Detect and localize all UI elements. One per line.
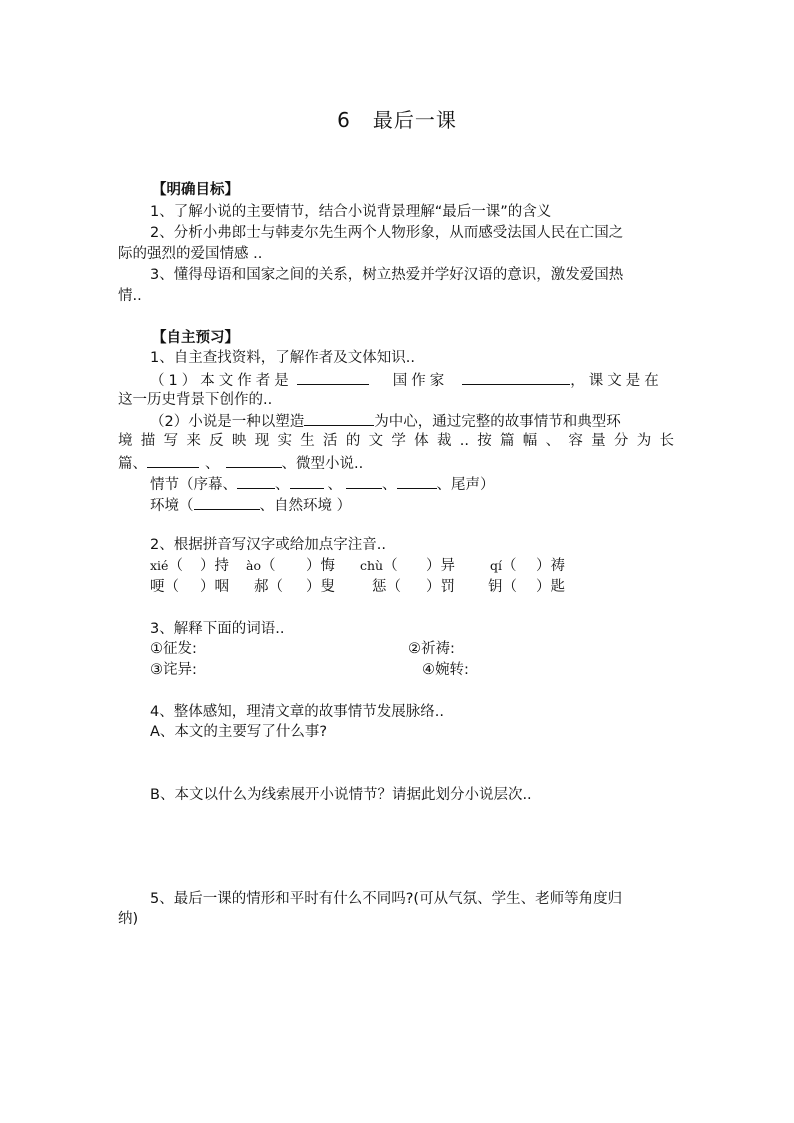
- page-title: [0, 104, 794, 133]
- plot-blank-1[interactable]: [237, 473, 275, 489]
- char-item-4: 钥（: [488, 579, 517, 595]
- goals-heading: 【明确目标】: [152, 182, 239, 198]
- preview-heading: 【自主预习】: [152, 330, 239, 346]
- q1-2-text-a: （2）小说是一种以塑造: [150, 414, 305, 430]
- question-1-2-line2: 境描写来反映现实生活的文学体裁..按篇幅、容量分为长: [118, 433, 674, 449]
- question-1: 1、自主查找资料，了解作者及文体知识..: [150, 350, 415, 366]
- char-item-1: 哽（: [150, 579, 179, 595]
- pinyin-item-4-close: ）祷: [536, 558, 565, 574]
- novel-type-blank-1[interactable]: [147, 452, 199, 468]
- word-1: ①征发:: [150, 641, 197, 657]
- plot-blank-4[interactable]: [397, 473, 437, 489]
- env-text-b: 、自然环境 ）: [259, 498, 352, 514]
- environment-line: [150, 494, 351, 516]
- question-1-2: [150, 410, 621, 432]
- question-3: 3、解释下面的词语..: [150, 621, 285, 637]
- pinyin-item-4: qí（: [490, 558, 517, 574]
- environment-blank[interactable]: [194, 494, 260, 510]
- lesson-number: 6: [337, 108, 351, 132]
- goal-item-3-line1: 3、懂得母语和国家之间的关系，树立热爱并学好汉语的意识，激发爱国热: [150, 267, 624, 283]
- pinyin-item-1: xié（: [150, 558, 183, 574]
- pinyin-text: xié: [150, 558, 169, 573]
- q1-1-text-a: （1）本文作者是: [150, 373, 293, 389]
- shape-blank[interactable]: [304, 410, 374, 426]
- pinyin-item-1-close: ）持: [200, 558, 229, 574]
- goal-item-2-line2: 际的强烈的爱国情感 ..: [118, 246, 263, 262]
- question-1-1: [150, 369, 663, 391]
- pinyin-text: qí: [490, 558, 502, 573]
- char-item-1-close: ）咽: [200, 579, 229, 595]
- goal-item-1: 1、了解小说的主要情节，结合小说背景理解“最后一课”的含义: [150, 204, 552, 220]
- question-4: 4、整体感知，理清文章的故事情节发展脉络..: [150, 704, 444, 720]
- pinyin-item-4-char: 祷: [550, 558, 565, 574]
- plot-text-d: 、: [382, 477, 397, 493]
- pinyin-item-2: ào（: [246, 558, 276, 574]
- plot-text-a: 情节（序幕、: [150, 477, 237, 493]
- pinyin-item-1-char: 持: [214, 558, 229, 574]
- nationality-blank[interactable]: [462, 369, 570, 385]
- plot-line: [150, 473, 495, 495]
- goal-item-3-line2: 情..: [118, 288, 142, 304]
- word-4: ④婉转:: [422, 662, 469, 678]
- question-5-line2: 纳): [118, 911, 139, 927]
- word-2: ②祈祷:: [408, 641, 455, 657]
- plot-text-b: 、: [275, 477, 290, 493]
- question-4b: B、本文以什么为线索展开小说情节？请据此划分小说层次..: [150, 787, 532, 803]
- char-item-3: 惩（: [372, 579, 401, 595]
- question-2: 2、根据拼音写汉字或给加点字注音..: [150, 537, 386, 553]
- pinyin-text: ào: [246, 558, 261, 573]
- q1-2-line3-b: 、: [205, 456, 220, 472]
- question-1-2-line3: [118, 452, 363, 474]
- pinyin-item-2-char: 悔: [320, 558, 335, 574]
- char-item-4-close: ）匙: [536, 579, 565, 595]
- plot-text-e: 、尾声）: [436, 477, 495, 493]
- q1-2-line3-c: 、微型小说..: [281, 456, 364, 472]
- env-text-a: 环境（: [150, 498, 194, 514]
- pinyin-item-3-char: 异: [440, 558, 455, 574]
- q1-2-text-b: 为中心，通过完整的故事情节和典型环: [374, 414, 621, 430]
- lesson-title: 最后一课: [372, 108, 457, 132]
- plot-text-c: 、: [327, 477, 342, 493]
- char-item-2-close: ）叟: [306, 579, 335, 595]
- question-5-line1: 5、最后一课的情形和平时有什么不同吗?(可从气氛、学生、老师等角度归: [150, 891, 623, 907]
- question-4a: A、本文的主要写了什么事?: [150, 724, 328, 740]
- char-item-3-close: ）罚: [426, 579, 455, 595]
- pinyin-item-3: chù（: [360, 558, 398, 574]
- char-item-2: 郝（: [254, 579, 283, 595]
- pinyin-item-3-close: ）异: [426, 558, 455, 574]
- pinyin-text: chù: [360, 558, 384, 573]
- q1-1-text-c: ，课文是在: [570, 373, 663, 389]
- word-3: ③诧异:: [150, 662, 197, 678]
- novel-type-blank-2[interactable]: [226, 452, 282, 468]
- q1-2-line3-a: 篇、: [118, 456, 147, 472]
- plot-blank-3[interactable]: [346, 473, 382, 489]
- goal-item-2-line1: 2、分析小弗郎士与韩麦尔先生两个人物形象，从而感受法国人民在亡国之: [150, 225, 624, 241]
- plot-blank-2[interactable]: [290, 473, 324, 489]
- pinyin-item-2-close: ）悔: [306, 558, 335, 574]
- question-1-1-line2: 这一历史背景下创作的..: [118, 392, 273, 408]
- q1-1-text-b: 国作家: [392, 373, 449, 389]
- author-blank[interactable]: [297, 369, 369, 385]
